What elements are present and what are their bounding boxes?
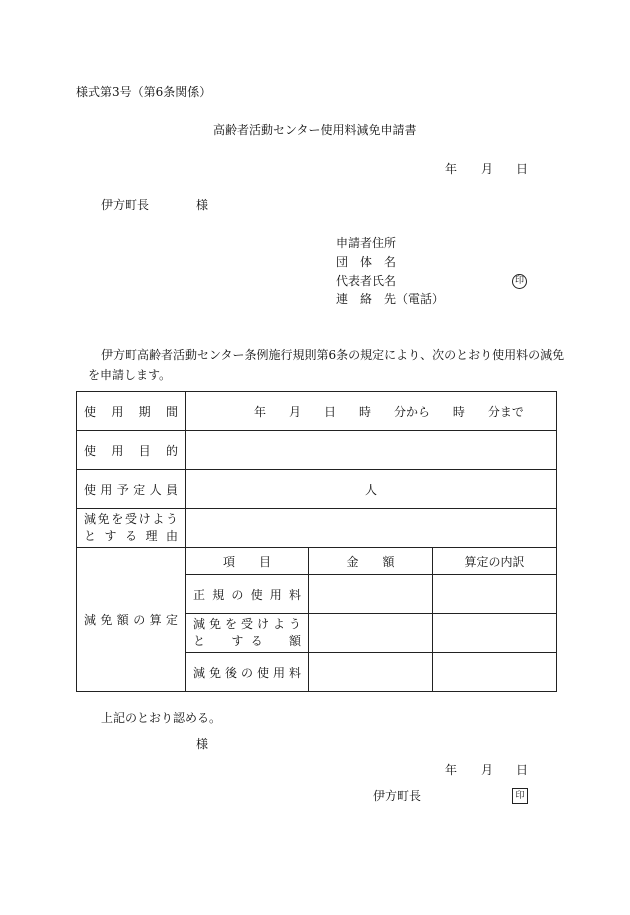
calc-label: 減免額の算定 bbox=[77, 548, 186, 692]
period-minute-from: 分から bbox=[393, 404, 430, 419]
period-label: 使用期間 bbox=[77, 392, 186, 431]
period-hour-from: 時 bbox=[358, 404, 371, 419]
period-row bbox=[77, 392, 557, 431]
calc-header-breakdown: 算定の内訳 bbox=[433, 548, 557, 575]
approval-mayor: 伊方町長 bbox=[373, 789, 422, 803]
period-hour-to: 時 bbox=[452, 404, 465, 419]
period-month: 月 bbox=[288, 404, 301, 419]
reason-label bbox=[77, 509, 186, 548]
applicant-group-label: 団 体 名 bbox=[336, 255, 397, 269]
reason-field[interactable] bbox=[186, 509, 557, 548]
applicant-representative-label: 代表者氏名 bbox=[336, 274, 397, 288]
calc-header-item: 項 目 bbox=[186, 548, 309, 575]
seal-mark bbox=[512, 273, 527, 289]
body-text-line1: 伊方町高齢者活動センター条例施行規則第6条の規定により、次のとおり使用料の減免 bbox=[101, 348, 565, 362]
calc-row-label bbox=[186, 614, 309, 653]
calc-header-amount: 金 額 bbox=[309, 548, 433, 575]
purpose-row bbox=[77, 431, 557, 470]
form-title: 高齢者活動センター使用料減免申請書 bbox=[213, 123, 417, 137]
people-field[interactable] bbox=[186, 470, 557, 509]
date-day: 日 bbox=[516, 162, 529, 176]
application-table bbox=[76, 391, 557, 692]
approval-year: 年 bbox=[445, 763, 458, 777]
purpose-label: 使用目的 bbox=[77, 431, 186, 470]
calc-breakdown-field[interactable] bbox=[433, 614, 557, 653]
date-month: 月 bbox=[481, 162, 494, 176]
reason-label-line2: とする理由 bbox=[84, 529, 178, 543]
calc-header-row bbox=[77, 548, 557, 575]
approval-text: 上記のとおり認める。 bbox=[101, 711, 222, 725]
period-field[interactable] bbox=[186, 392, 557, 431]
people-label: 使用予定人員 bbox=[77, 470, 186, 509]
applicant-contact-label: 連 絡 先（電話） bbox=[336, 292, 445, 306]
calc-row-label: 正規の使用料 bbox=[186, 575, 309, 614]
period-day: 日 bbox=[323, 404, 336, 419]
calc-row-label-line1: 減免を受けよう bbox=[193, 617, 301, 631]
calc-row-label-line2: と する 額 bbox=[193, 634, 301, 648]
period-year: 年 bbox=[254, 404, 267, 419]
calc-amount-field[interactable] bbox=[309, 614, 433, 653]
calc-breakdown-field[interactable] bbox=[433, 575, 557, 614]
addressee-name: 伊方町長 bbox=[101, 198, 150, 212]
approval-honorific: 様 bbox=[196, 737, 209, 751]
date-year: 年 bbox=[445, 162, 458, 176]
approval-month: 月 bbox=[481, 763, 494, 777]
seal-box: 印 bbox=[512, 788, 528, 804]
people-unit: 人 bbox=[364, 482, 377, 497]
approval-day: 日 bbox=[516, 763, 529, 777]
calc-amount-field[interactable] bbox=[309, 575, 433, 614]
people-row bbox=[77, 470, 557, 509]
purpose-field[interactable] bbox=[186, 431, 557, 470]
calc-row-label: 減免後の使用料 bbox=[186, 653, 309, 692]
addressee-honorific: 様 bbox=[196, 198, 209, 212]
body-text-line2: を申請します。 bbox=[88, 368, 172, 382]
applicant-address-label: 申請者住所 bbox=[336, 236, 397, 250]
seal-circle: 印 bbox=[512, 274, 527, 289]
form-number: 様式第3号（第6条関係） bbox=[76, 85, 212, 99]
calc-breakdown-field[interactable] bbox=[433, 653, 557, 692]
reason-label-line1: 減免を受けよう bbox=[84, 512, 178, 526]
reason-row bbox=[77, 509, 557, 548]
calc-amount-field[interactable] bbox=[309, 653, 433, 692]
approval-seal bbox=[512, 788, 528, 804]
period-minute-to: 分まで bbox=[487, 404, 524, 419]
